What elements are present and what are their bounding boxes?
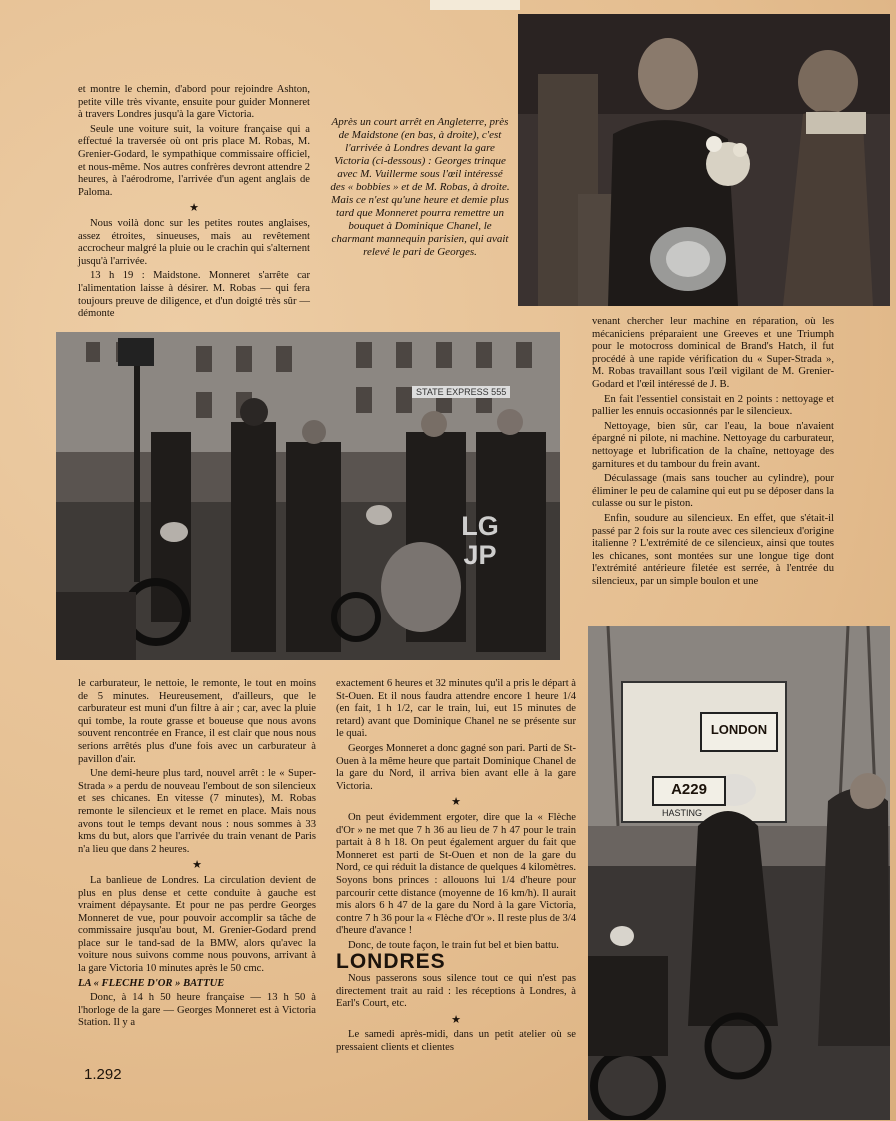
paragraph: Enfin, soudure au silencieux. En effet, que s'était-il passé par 2 fois sur la route avec ces silencieux d'origine italienne ? L'extrémité de ce silencieux, ainsi que toutes les chicanes, sont montées sur une longue tige dont l'extrémité antérieure filetée est serrée, à l'entrée du silencieux, par un simple boulon et une	[592, 512, 834, 587]
paragraph: Une demi-heure plus tard, nouvel arrêt : le « Super-Strada » a perdu de nouveau l'embout de son silencieux et ses chicanes. En vitesse (7 minutes), M. Robas remonte le silencieux et le remet en place. Mais nous avons tout le temps devant nous : nous sommes à 33 kms du but, alors que l'arrivée du train venant de Paris n'a lieu que dans 2 heures.	[78, 768, 316, 855]
section-star: ★	[451, 1013, 461, 1026]
paragraph: On peut évidemment ergoter, dire que la « Flèche d'Or » ne met que 7 h 36 au lieu de 7 h 47 pour le train partait à 8 h 18. On peut également arguer du fait que Monneret est parti de St-Ouen et non de la gare du Nord, ce qui réduit la distance de quelques 4 kilomètres. Soyons bons princes : allouons lui 1/4 d'heure pour parcourir cette distance (moyenne de 16 km/h). Il aurait mis alors 6 h 47 de la gare du Nord à la gare Victoria, contre 7 h 36 pour la « Flèche d'Or ». Il reste plus de 3/4 d'heure d'avance !	[336, 811, 576, 937]
column-left-bottom	[78, 678, 316, 1032]
paragraph: le carburateur, le nettoie, le remonte, le tout en moins de 5 minutes. Heureusement, d'ailleurs, que le carburateur est muni d'un filtre à air ; car, avec la pluie qui tombe, la route grasse et boueuse que nous avons souvent rencontrée en France, il est clair que nous nous serions arrêtés plus d'une fois avec un carburateur à pavillon d'air.	[78, 678, 316, 765]
paragraph: 13 h 19 : Maidstone. Monneret s'arrête car l'alimentation laisse à désirer. M. Robas — qui fera toujours preuve de diligence, et d'un doigté très sûr — démonte	[78, 270, 310, 320]
paragraph: Donc, de toute façon, le train fut bel et bien battu.	[348, 939, 559, 951]
photo-victoria-station	[56, 332, 560, 660]
road-number-sign: A229	[652, 776, 726, 806]
paragraph: Nous passerons sous silence tout ce qui n'est pas directement trait au raid : les réceptions à Londres, à Earl's Court, etc.	[336, 973, 576, 1010]
section-subhead: LA « FLECHE D'OR » BATTUE	[78, 977, 225, 989]
london-sign: LONDON	[700, 712, 778, 752]
column-left-top	[78, 84, 310, 323]
paragraph: Déculassage (mais sans toucher au cylindre), pour éliminer le peu de calamine qui eut pu se déposer dans la culasse ou sur le piston.	[592, 473, 834, 510]
column-right-mid	[592, 316, 834, 590]
paragraph: Nous voilà donc sur les petites routes anglaises, assez étroites, sinueuses, mais au revêtement accrocheur malgré la pluie ou le crachin qui s'alternent jusqu'à l'arrivée.	[78, 217, 310, 267]
section-star: ★	[451, 796, 461, 809]
torn-edge	[430, 0, 520, 10]
page-number: 1.292	[84, 1066, 122, 1083]
destination-sign-text: HASTING	[662, 808, 703, 818]
paragraph: Seule une voiture suit, la voiture française qui a effectué la traversée où ont pris place M. Robas, M. Grenier-Godard, le sympathique commissaire officiel, et nous-même. Nos autres confrères devront attendre 2 heures, à l'aérodrome, l'arrivée d'un agent anglais de Paloma.	[78, 123, 310, 198]
column-mid-bottom	[336, 678, 576, 1057]
paragraph: Le samedi après-midi, dans un petit atelier où se pressaient clients et clientes	[336, 1029, 576, 1054]
paragraph: Donc, à 14 h 50 heure française — 13 h 50 à l'horloge de la gare — Georges Monneret est à Victoria Station. Il y a	[78, 992, 316, 1029]
photo-caption: Après un court arrêt en Angleterre, près de Maidstone (en bas, à droite), c'est l'arrivée à Londres devant la gare Victoria (ci-dessous) : Georges trinque avec M. Vuillerme sous l'œil intéressé des « bobbies » et de M. Robas, à droite. Mais ce n'est qu'une heure et demie plus tard que Monneret pourra remettre un bouquet à Dominique Chanel, le charmant mannequin parisien, qui avait relevé le pari de Georges.	[330, 116, 510, 258]
paragraph: venant chercher leur machine en réparation, où les mécaniciens préparaient une Greeves et une Triumph pour le motocross dominical de Brand's Hatch, il fut procédé à une rapide vérification du « Super-Strada », M. Robas travaillant sous l'œil vigilant de M. Grenier-Godard et l'œil intéressé de J. B.	[592, 316, 834, 390]
store-sign: STATE EXPRESS 555	[412, 386, 510, 398]
paragraph: En fait l'essentiel consistait en 2 points : nettoyage et pallier les ennuis occasionnés par le silencieux.	[592, 393, 834, 418]
paragraph: La banlieue de Londres. La circulation devient de plus en plus dense et cette conduite à gauche est vraiment dépaysante. Et pour ne pas perdre Georges Monneret de vue, pour pouvoir accomplir sa tâche de commissaire jusqu'au bout, M. Grenier-Godard prend place sur le tand-sad de la BMW, alors qu'avec la voiture nous suivons comme nous pouvons, arrivant à la gare Victoria 10 minutes après le 50 cmc.	[78, 874, 316, 975]
section-heading: LONDRES	[336, 950, 446, 974]
paragraph: et montre le chemin, d'abord pour rejoindre Ashton, petite ville très vivante, ensuite pour guider Monneret à travers Londres jusqu'à la gare Victoria.	[78, 84, 310, 121]
paragraph: Georges Monneret a donc gagné son pari. Parti de St-Ouen à la même heure que partait Dominique Chanel de la gare du Nord, il arriva bien avant elle à la gare Victoria.	[336, 742, 576, 792]
section-star: ★	[189, 202, 199, 215]
photo-road-sign	[588, 626, 890, 1120]
watermark-line: LG	[461, 511, 499, 541]
photo-bouquet	[518, 14, 890, 306]
paragraph: Nettoyage, bien sûr, car l'eau, la boue n'avaient épargné ni pilote, ni machine. Nettoyage du carburateur, nettoyage et lubrification de la chaîne, nettoyage des garnitures et du tambour du frein avant.	[592, 420, 834, 470]
watermark-line: JP	[463, 540, 497, 570]
paragraph: exactement 6 heures et 32 minutes qu'il a pris le départ à St-Ouen. Et il nous faudra attendre encore 1 heure 1/4 (en fait, 1 h 1/2, car le train, lui, eut 15 minutes de retard) avant que Dominique Chanel ne se présente sur le quai.	[336, 678, 576, 740]
section-star: ★	[192, 859, 202, 872]
watermark-logo	[440, 512, 520, 582]
